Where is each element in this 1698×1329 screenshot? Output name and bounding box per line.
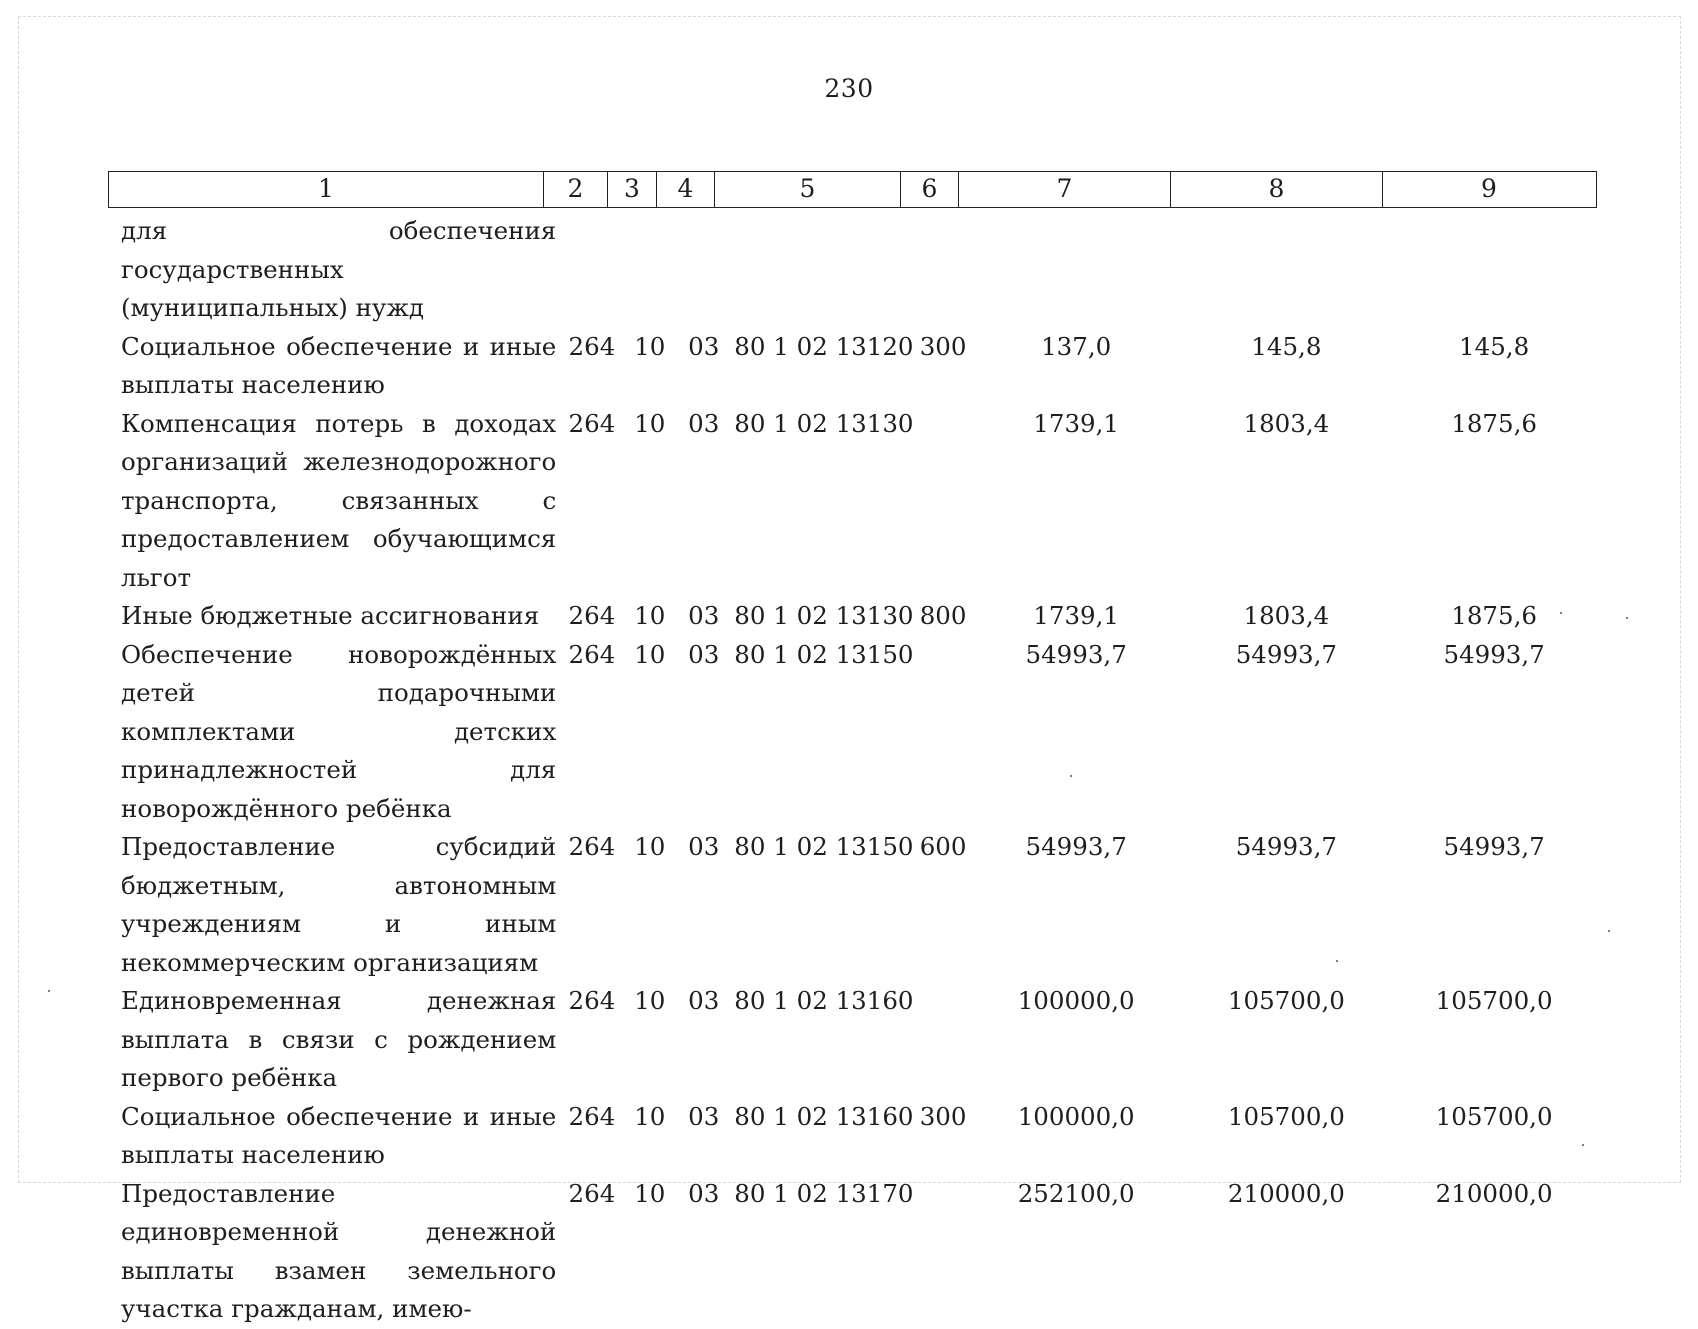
header-col-6: 6 <box>901 172 959 207</box>
cell-col-7: 100000,0 <box>1017 986 1135 1015</box>
cell-col-9: 1875,6 <box>1451 601 1537 630</box>
cell-col-2: 264 <box>568 408 616 438</box>
cell-col-5: 80 1 02 13150 <box>734 639 914 669</box>
row-description: для обеспечения государственных (муниципальных) нужд <box>121 216 557 322</box>
cell-col-9: 1875,6 <box>1451 408 1537 438</box>
cell-col-8: 210000,0 <box>1227 1178 1345 1208</box>
table-row <box>108 828 1597 982</box>
header-col-7: 7 <box>959 172 1171 207</box>
cell-col-8: 105700,0 <box>1227 986 1345 1015</box>
row-description: Обеспечение новорождённых детей подарочными комплектами детских принадлежностей для новорождённого ребёнка <box>121 639 557 823</box>
cell-col-9: 54993,7 <box>1443 832 1545 861</box>
cell-col-4: 03 <box>688 331 720 361</box>
cell-col-3: 10 <box>634 331 666 361</box>
cell-col-2: 264 <box>568 832 616 861</box>
cell-col-8: 54993,7 <box>1235 832 1338 861</box>
row-description: Предоставление субсидий бюджетным, автономным учреждениям и иным некоммерческим организациям <box>121 832 557 977</box>
cell-col-6: 300 <box>919 1101 967 1131</box>
row-description: Социальное обеспечение и иные выплаты населению <box>121 331 557 399</box>
cell-col-9: 105700,0 <box>1435 1101 1553 1131</box>
cell-col-8: 54993,7 <box>1235 639 1338 669</box>
cell-col-4: 03 <box>688 1178 720 1208</box>
row-description: Социальное обеспечение и иные выплаты населению <box>121 1101 557 1169</box>
cell-col-4: 03 <box>688 408 720 438</box>
table-row <box>108 982 1597 1098</box>
table-row <box>108 636 1597 829</box>
cell-col-5: 80 1 02 13160 <box>734 986 914 1015</box>
cell-col-6: 300 <box>919 331 967 361</box>
table-row <box>108 1175 1597 1329</box>
cell-col-5: 80 1 02 13160 <box>734 1101 914 1131</box>
cell-col-8: 105700,0 <box>1227 1101 1345 1131</box>
cell-col-7: 54993,7 <box>1025 639 1127 669</box>
scan-speck <box>1608 930 1610 932</box>
table-row <box>108 1098 1597 1175</box>
cell-col-6: 800 <box>919 601 967 630</box>
cell-col-8: 1803,4 <box>1243 408 1330 438</box>
table-body <box>108 212 1597 1329</box>
cell-col-8: 1803,4 <box>1243 601 1330 630</box>
page-number: 230 <box>824 74 874 103</box>
scan-speck <box>48 990 50 992</box>
scan-speck <box>1336 960 1338 962</box>
header-col-1: 1 <box>109 172 544 207</box>
cell-col-9: 105700,0 <box>1435 986 1553 1015</box>
cell-col-5: 80 1 02 13130 <box>734 408 914 438</box>
row-description: Иные бюджетные ассигнования <box>121 601 540 630</box>
cell-col-5: 80 1 02 13150 <box>734 832 914 861</box>
cell-col-7: 1739,1 <box>1033 601 1120 630</box>
table-header <box>108 171 1597 208</box>
cell-col-5: 80 1 02 13130 <box>734 601 914 630</box>
row-description: Компенсация потерь в доходах организаций железнодорожного транспорта, связанных с предоставлением обучающимся льгот <box>121 408 557 592</box>
cell-col-5: 80 1 02 13120 <box>734 331 914 361</box>
cell-col-5: 80 1 02 13170 <box>734 1178 914 1208</box>
header-col-5: 5 <box>715 172 901 207</box>
header-col-3: 3 <box>608 172 657 207</box>
cell-col-3: 10 <box>634 408 666 438</box>
cell-col-2: 264 <box>568 639 616 669</box>
cell-col-2: 264 <box>568 986 616 1015</box>
cell-col-7: 100000,0 <box>1017 1101 1135 1131</box>
cell-col-3: 10 <box>634 832 666 861</box>
cell-col-3: 10 <box>634 986 666 1015</box>
cell-col-4: 03 <box>688 832 720 861</box>
cell-col-2: 264 <box>568 601 616 630</box>
table-row <box>108 212 1597 328</box>
header-col-2: 2 <box>544 172 608 207</box>
scan-speck <box>1070 775 1072 777</box>
table-row <box>108 328 1597 405</box>
cell-col-4: 03 <box>688 1101 720 1131</box>
cell-col-3: 10 <box>634 639 666 669</box>
cell-col-3: 10 <box>634 1178 666 1208</box>
table-row <box>108 597 1597 636</box>
cell-col-8: 145,8 <box>1251 331 1322 361</box>
cell-col-7: 252100,0 <box>1017 1178 1135 1208</box>
row-description: Предоставление единовременной денежной выплаты взамен земельного участка гражданам, имею- <box>121 1178 557 1323</box>
cell-col-2: 264 <box>568 1101 616 1131</box>
cell-col-9: 210000,0 <box>1435 1178 1553 1208</box>
cell-col-2: 264 <box>568 331 616 361</box>
cell-col-9: 54993,7 <box>1443 639 1545 669</box>
cell-col-7: 137,0 <box>1041 331 1112 361</box>
scan-speck <box>1626 617 1628 619</box>
cell-col-7: 1739,1 <box>1033 408 1120 438</box>
header-col-9: 9 <box>1481 174 1497 203</box>
cell-col-2: 264 <box>568 1178 616 1208</box>
header-col-4: 4 <box>657 172 715 207</box>
table-row <box>108 405 1597 598</box>
scan-speck <box>1582 1144 1584 1146</box>
row-description: Единовременная денежная выплата в связи с рождением первого ребёнка <box>121 986 557 1092</box>
header-col-8: 8 <box>1171 172 1383 207</box>
cell-col-4: 03 <box>688 601 720 630</box>
cell-col-9: 145,8 <box>1459 331 1530 361</box>
cell-col-3: 10 <box>634 601 666 630</box>
scan-speck <box>1560 612 1562 614</box>
cell-col-4: 03 <box>688 639 720 669</box>
cell-col-6: 600 <box>919 832 967 861</box>
cell-col-4: 03 <box>688 986 720 1015</box>
cell-col-3: 10 <box>634 1101 666 1131</box>
cell-col-7: 54993,7 <box>1025 832 1127 861</box>
